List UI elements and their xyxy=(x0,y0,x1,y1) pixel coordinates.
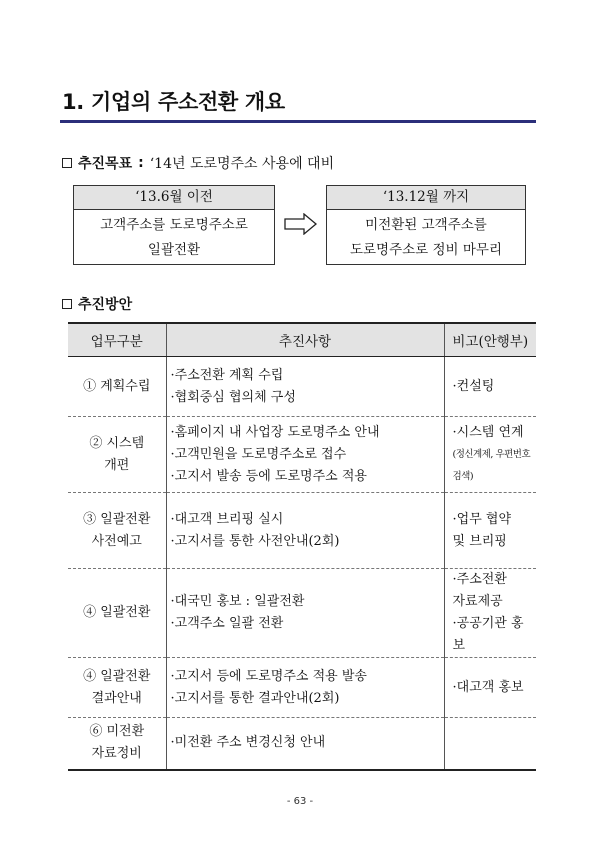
task-text: ② 시스템 xyxy=(89,435,145,451)
items-cell xyxy=(166,417,444,493)
item-text: ·고객민원을 도로명주소로 접수 xyxy=(170,446,347,462)
goal-section-heading xyxy=(62,153,334,173)
items-cell xyxy=(166,493,444,569)
after-box-line: 도로명주소로 정비 마무리 xyxy=(349,242,503,258)
task-text: 사전예고 xyxy=(91,533,142,549)
before-box-line: 고객주소를 도로명주소로 xyxy=(100,217,248,233)
plan-table xyxy=(68,322,536,771)
task-text: ① 계획수립 xyxy=(83,378,151,394)
note-cell xyxy=(444,493,536,569)
note-text: 및 브리핑 xyxy=(452,533,507,549)
column-header-task: 업무구분 xyxy=(68,323,166,357)
table-row xyxy=(68,569,536,658)
items-cell xyxy=(166,569,444,658)
task-cell xyxy=(68,718,166,770)
item-text: ·미전환 주소 변경신청 안내 xyxy=(170,735,326,751)
note-subtext: (정신계제, 우편번호 검색) xyxy=(452,448,531,482)
item-text: ·고객주소 일괄 전환 xyxy=(170,616,284,631)
note-cell xyxy=(444,718,536,770)
item-text: ·주소전환 계획 수립 xyxy=(170,367,284,383)
items-cell xyxy=(166,718,444,770)
task-text: ⑥ 미전환 xyxy=(89,724,145,740)
right-arrow-icon xyxy=(284,213,318,235)
note-text: ·시스템 연계 xyxy=(452,424,524,440)
table-row xyxy=(68,493,536,569)
goal-label: 추진목표 xyxy=(78,156,133,172)
method-label: 추진방안 xyxy=(78,297,133,313)
item-text: ·고지서 발송 등에 도로명주소 적용 xyxy=(170,468,367,484)
before-box-line: 일괄전환 xyxy=(147,242,201,258)
goal-colon: : xyxy=(138,155,144,171)
note-cell xyxy=(444,658,536,718)
before-box xyxy=(73,185,275,265)
note-text: ·주소전환 xyxy=(452,572,507,587)
task-text: ③ 일괄전환 xyxy=(83,511,151,527)
item-text: ·홈페이지 내 사업장 도로명주소 안내 xyxy=(170,424,380,440)
square-bullet-icon xyxy=(62,158,72,168)
item-text: ·고지서 등에 도로명주소 적용 발송 xyxy=(170,668,367,684)
method-section-heading xyxy=(62,294,132,314)
before-box-header: ‘13.6월 이전 xyxy=(74,186,274,210)
items-cell xyxy=(166,658,444,718)
note-text: ·대고객 홍보 xyxy=(452,679,524,695)
task-text: ④ 일괄전환 xyxy=(83,605,151,620)
table-header-row xyxy=(68,323,536,357)
after-box-line: 미전환된 고객주소를 xyxy=(365,217,487,233)
item-text: ·고지서를 통한 사전안내(2회) xyxy=(170,533,340,549)
page-title: 1. 기업의 주소전환 개요 xyxy=(62,90,285,114)
task-text: 개편 xyxy=(104,457,130,473)
table-row xyxy=(68,658,536,718)
goal-text: ‘14년 도로명주소 사용에 대비 xyxy=(149,156,335,172)
task-cell xyxy=(68,357,166,417)
column-header-note: 비고(안행부) xyxy=(444,323,536,357)
item-text: ·고지서를 통한 결과안내(2회) xyxy=(170,690,340,706)
note-text: ·업무 협약 xyxy=(452,511,511,527)
task-text: ④ 일괄전환 xyxy=(83,668,151,684)
note-cell xyxy=(444,357,536,417)
item-text: ·대고객 브리핑 실시 xyxy=(170,511,284,527)
after-box-header: ‘13.12월 까지 xyxy=(327,186,525,210)
column-header-items: 추진사항 xyxy=(166,323,444,357)
table-row xyxy=(68,417,536,493)
square-bullet-icon xyxy=(62,299,72,309)
item-text: ·대국민 홍보 : 일괄전환 xyxy=(170,594,305,609)
note-text: ·공공기관 홍보 xyxy=(452,616,524,653)
task-cell xyxy=(68,569,166,658)
title-underline xyxy=(60,120,536,123)
table-row xyxy=(68,357,536,417)
note-text: ·컨설팅 xyxy=(452,378,495,394)
note-text: 자료제공 xyxy=(452,594,503,609)
table-row xyxy=(68,718,536,770)
task-cell xyxy=(68,417,166,493)
task-text: 결과안내 xyxy=(91,690,142,706)
after-box xyxy=(326,185,526,265)
page-number: - 63 - xyxy=(286,796,314,807)
task-text: 자료정비 xyxy=(91,746,142,762)
task-cell xyxy=(68,493,166,569)
task-cell xyxy=(68,658,166,718)
item-text: ·협회중심 협의체 구성 xyxy=(170,389,296,405)
note-cell xyxy=(444,569,536,658)
note-cell xyxy=(444,417,536,493)
items-cell xyxy=(166,357,444,417)
